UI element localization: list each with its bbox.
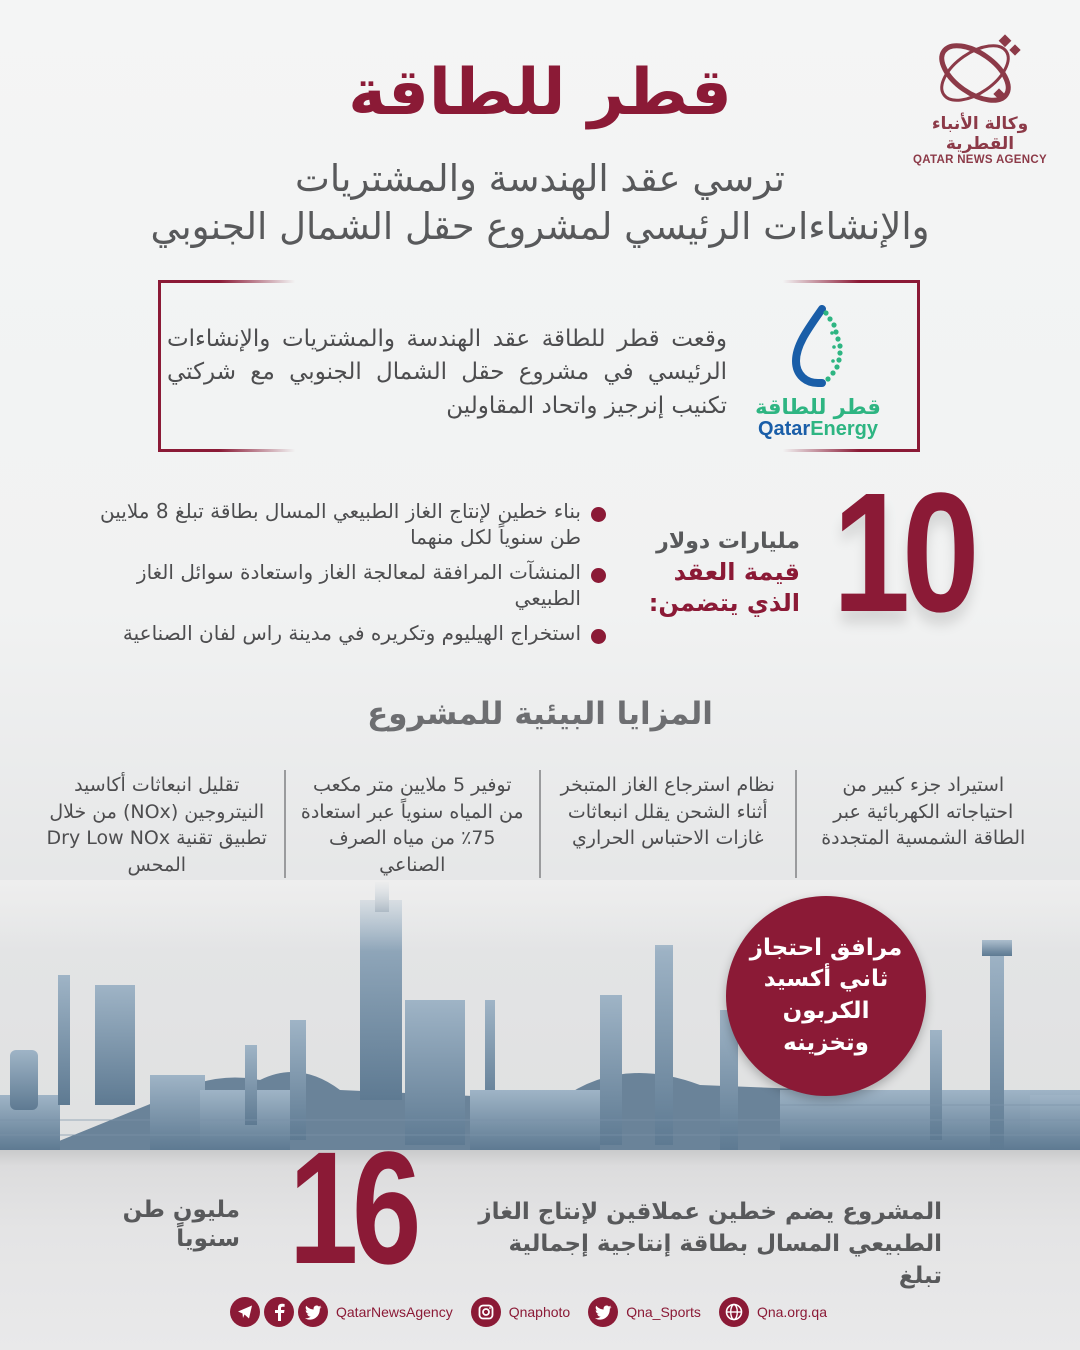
- twitter-handle-link[interactable]: QatarNewsAgency: [336, 1304, 453, 1320]
- benefit-item: تقليل انبعاثات أكاسيد النيتروجين (NOx) من خلال تطبيق تقنية Dry Low NOx المحس: [30, 770, 286, 878]
- intro-text: وقعت قطر للطاقة عقد الهندسة والمشتريات والإنشاءات الرئيسي في مشروع حقل الشمال الجنوبي مع شركتي تكنيب إنرجيز واتحاد المقاولين: [167, 326, 727, 419]
- page-title: قطر للطاقة: [348, 56, 732, 130]
- social-links: [230, 1294, 850, 1330]
- globe-icon[interactable]: [719, 1297, 749, 1327]
- qna-logo: [900, 28, 1060, 166]
- bullet-icon: [591, 568, 606, 583]
- qatarenergy-name-en: QatarEnergy: [757, 418, 879, 440]
- drop-icon: [778, 305, 858, 389]
- intro-box: [158, 280, 920, 452]
- qatarenergy-logo: [753, 305, 883, 440]
- list-item: استخراج الهيليوم وتكريره في مدينة راس لفان الصناعية: [96, 620, 606, 646]
- environment-heading: المزايا البيئية للمشروع: [367, 696, 713, 732]
- telegram-icon[interactable]: [230, 1297, 260, 1327]
- subtitle-line-2: والإنشاءات الرئيسي لمشروع حقل الشمال الجنوبي: [150, 205, 930, 249]
- qna-emblem-icon: [925, 28, 1035, 110]
- contract-label-1: قيمة العقد: [673, 557, 800, 586]
- contract-unit: مليارات دولار: [656, 529, 800, 554]
- contract-value: 10: [832, 458, 972, 648]
- contract-label-2: الذي يتضمن:: [648, 588, 800, 617]
- capacity-description: المشروع يضم خطين عملاقين لإنتاج الغاز الطبيعي المسال بطاقة إنتاجية إجمالية تبلغ: [478, 1199, 942, 1290]
- subtitle-line-1: ترسي عقد الهندسة والمشتريات: [295, 157, 785, 200]
- benefit-item: توفير 5 ملايين متر مكعب من المياه سنوياً عبر استعادة 75٪ من مياه الصرف الصناعي: [286, 770, 542, 878]
- benefit-item: استيراد جزء كبير من احتياجاته الكهربائية عبر الطاقة الشمسية المتجددة: [821, 774, 1026, 850]
- benefit-item: نظام استرجاع الغاز المتبخر أثناء الشحن يقلل انبعاثات غازات الاحتباس الحراري: [541, 770, 797, 878]
- page-subtitle: [120, 155, 960, 251]
- instagram-handle-link[interactable]: Qnaphoto: [508, 1304, 571, 1320]
- bullet-icon: [591, 629, 606, 644]
- environment-benefits: [30, 770, 1050, 878]
- capacity-unit: مليون طن سنوياً: [122, 1197, 240, 1252]
- facebook-icon[interactable]: [264, 1297, 294, 1327]
- list-item: بناء خطين لإنتاج الغاز الطبيعي المسال بطاقة تبلغ 8 ملايين طن سنوياً لكل منهما: [96, 498, 606, 550]
- website-link[interactable]: Qna.org.qa: [756, 1304, 827, 1320]
- agency-name-ar: وكالة الأنباء القطرية: [931, 114, 1029, 154]
- agency-name-en: QATAR NEWS AGENCY: [913, 154, 1047, 166]
- sports-handle-link[interactable]: Qna_Sports: [626, 1304, 701, 1320]
- carbon-capture-badge: مرافق احتجاز ثاني أكسيد الكربون وتخزينه: [726, 896, 926, 1096]
- contract-items: [96, 498, 606, 655]
- contract-caption: [630, 528, 800, 619]
- qatarenergy-name-ar: قطر للطاقة: [755, 395, 881, 419]
- list-item: المنشآت المرافقة لمعالجة الغاز واستعادة سوائل الغاز الطبيعي: [96, 559, 606, 611]
- capacity-value: 16: [288, 1118, 416, 1297]
- instagram-icon[interactable]: [471, 1297, 501, 1327]
- twitter-sports-icon[interactable]: [588, 1297, 618, 1327]
- twitter-icon[interactable]: [298, 1297, 328, 1327]
- bullet-icon: [591, 507, 606, 522]
